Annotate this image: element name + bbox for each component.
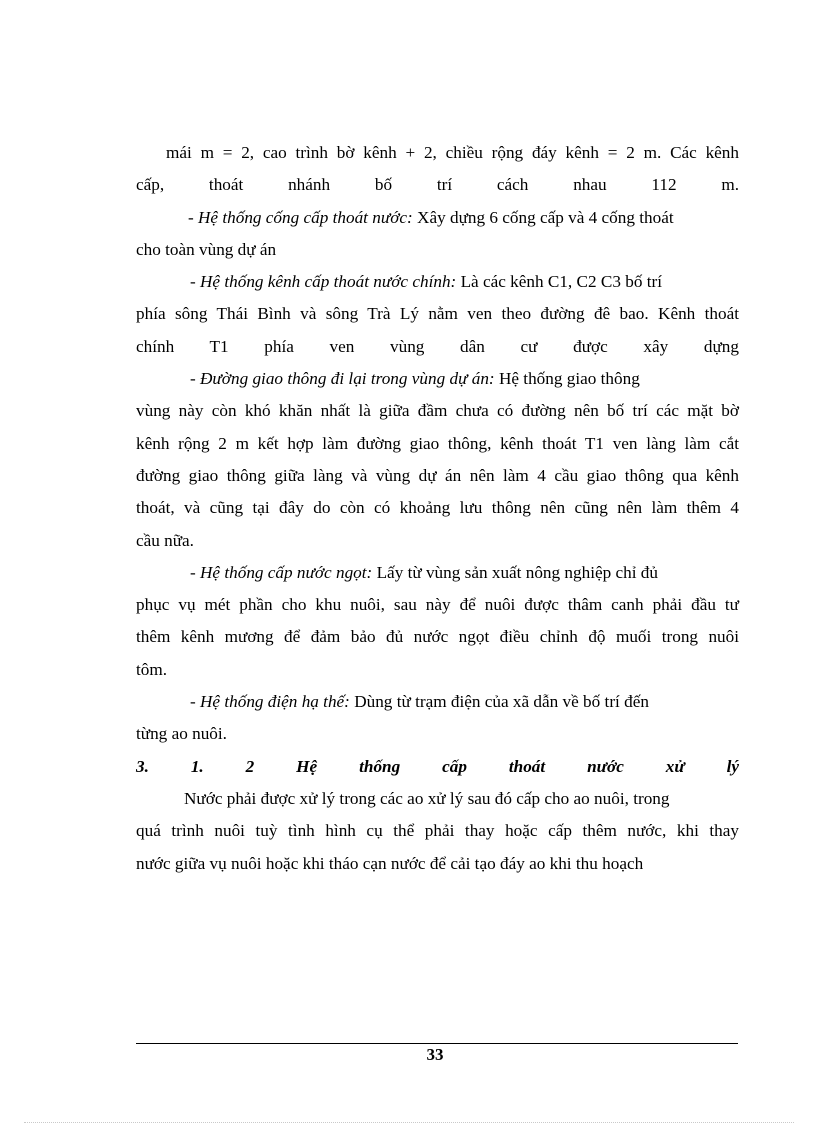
- footer-divider: [136, 1043, 738, 1044]
- paragraph-line: [136, 266, 739, 298]
- paragraph-line: cho toàn vùng dự án: [136, 239, 277, 259]
- paragraph-line: quá trình nuôi tuỳ tình hình cụ thể phải thay hoặc cấp thêm nước, khi thay: [136, 821, 739, 841]
- paragraph-text: Lấy từ vùng sản xuất nông nghiệp chỉ đủ: [372, 562, 658, 582]
- paragraph-line: cầu nữa.: [136, 530, 194, 550]
- paragraph-lead: - Hệ thống cấp nước ngọt:: [190, 562, 373, 582]
- paragraph-line: tôm.: [136, 659, 168, 679]
- paragraph-lead: - Hệ thống kênh cấp thoát nước chính:: [190, 272, 457, 292]
- page-number: 33: [426, 1045, 444, 1064]
- paragraph-lead: - Đường giao thông đi lại trong vùng dự án:: [190, 369, 495, 389]
- paragraph-line: thêm kênh mương để đảm bảo đủ nước ngọt điều chỉnh độ muối trong nuôi: [136, 627, 739, 647]
- paragraph-line: kênh rộng 2 m kết hợp làm đường giao thông, kênh thoát T1 ven làng làm cắt: [136, 433, 739, 453]
- section-heading: 3. 1. 2 Hệ thống cấp thoát nước xử lý: [136, 756, 739, 776]
- paragraph-line: [136, 686, 739, 718]
- paragraph-lead: - Hệ thống cống cấp thoát nước:: [188, 207, 413, 227]
- paragraph-line: phía sông Thái Bình và sông Trà Lý nằm ven theo đường đê bao. Kênh thoát: [136, 304, 739, 324]
- paragraph-line: [136, 363, 739, 395]
- paragraph-line: [136, 557, 739, 589]
- paragraph-line: vùng này còn khó khăn nhất là giữa đầm chưa có đường nên bố trí các mặt bờ: [136, 401, 739, 421]
- paragraph-text: Hệ thống giao thông: [494, 369, 640, 389]
- document-body: [136, 137, 739, 880]
- paragraph-line: cấp, thoát nhánh bố trí cách nhau 112 m.: [136, 175, 739, 195]
- paragraph-line: Nước phải được xử lý trong các ao xử lý sau đó cấp cho ao nuôi, trong: [184, 788, 670, 808]
- paragraph-line: [136, 202, 739, 234]
- paragraph-line: nước giữa vụ nuôi hoặc khi tháo cạn nước để cải tạo đáy ao khi thu hoạch: [136, 853, 644, 873]
- paragraph-text: Dùng từ trạm điện của xã dẫn về bố trí đến: [349, 692, 649, 712]
- paragraph-line: từng ao nuôi.: [136, 724, 227, 744]
- paragraph-text: Là các kênh C1, C2 C3 bố trí: [456, 272, 662, 292]
- paragraph-text: Xây dựng 6 cống cấp và 4 cống thoát: [412, 207, 674, 227]
- paragraph-line: phục vụ mét phần cho khu nuôi, sau này để nuôi được thâm canh phải đầu tư: [136, 595, 739, 615]
- paragraph-line: thoát, và cũng tại đây do còn có khoảng lưu thông nên cũng nên làm thêm 4: [136, 498, 739, 518]
- paragraph-line: chính T1 phía ven vùng dân cư được xây dựng: [136, 336, 739, 356]
- paragraph-line: mái m = 2, cao trình bờ kênh + 2, chiều rộng đáy kênh = 2 m. Các kênh: [166, 143, 739, 162]
- paragraph-lead: - Hệ thống điện hạ thế:: [190, 692, 350, 712]
- paragraph-line: đường giao thông giữa làng và vùng dự án nên làm 4 cầu giao thông qua kênh: [136, 465, 739, 485]
